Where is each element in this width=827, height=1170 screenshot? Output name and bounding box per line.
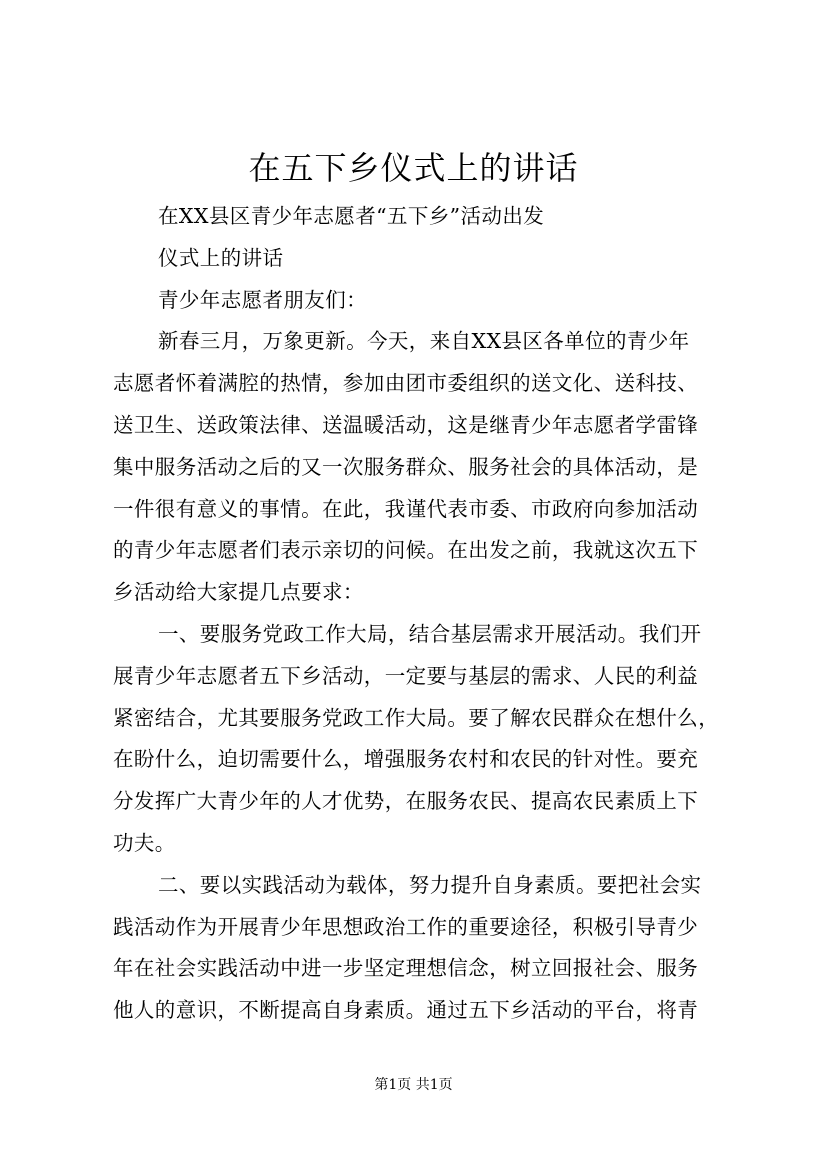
salutation: 青少年志愿者朋友们： — [158, 287, 367, 312]
text-line: 集中服务活动之后的又一次服务群众、服务社会的具体活动，是 — [113, 454, 699, 479]
text-line: 践活动作为开展青少年思想政治工作的重要途径，积极引导青少 — [113, 914, 699, 939]
paragraph-lines — [113, 321, 723, 1032]
subtitle-line: 在XX县区青少年志愿者“五下乡”活动出发 — [158, 204, 545, 228]
document-body — [113, 196, 723, 1032]
text-line: 二、要以实践活动为载体，努力提升自身素质。要把社会实 — [158, 872, 702, 897]
text-line: 一件很有意义的事情。在此，我谨代表市委、市政府向参加活动 — [113, 496, 699, 521]
text-line: 分发挥广大青少年的人才优势，在服务农民、提高农民素质上下 — [113, 789, 699, 814]
text-line: 志愿者怀着满腔的热情，参加由团市委组织的送文化、送科技、 — [113, 371, 699, 396]
text-line: 年在社会实践活动中进一步坚定理想信念，树立回报社会、服务 — [113, 956, 699, 981]
text-line: 他人的意识，不断提高自身素质。通过五下乡活动的平台，将青 — [113, 998, 699, 1023]
text-line: 在盼什么，迫切需要什么，增强服务农村和农民的针对性。要充 — [113, 747, 699, 772]
text-line: 的青少年志愿者们表示亲切的问候。在出发之前，我就这次五下 — [113, 538, 699, 563]
text-line: 乡活动给大家提几点要求： — [113, 580, 364, 605]
page-number-footer: 第1页 共1页 — [374, 1077, 453, 1093]
subtitle-line: 仪式上的讲话 — [158, 245, 284, 270]
text-line: 紧密结合，尤其要服务党政工作大局。要了解农民群众在想什么， — [113, 705, 720, 730]
document-title: 在五下乡仪式上的讲话 — [248, 149, 579, 187]
text-line: 一、要服务党政工作大局，结合基层需求开展活动。我们开 — [158, 621, 702, 646]
text-line: 功夫。 — [113, 830, 176, 855]
text-line: 新春三月，万象更新。今天，来自XX县区各单位的青少年 — [158, 329, 690, 354]
text-line: 展青少年志愿者五下乡活动，一定要与基层的需求、人民的利益 — [113, 663, 699, 688]
text-line: 送卫生、送政策法律、送温暖活动，这是继青少年志愿者学雷锋 — [113, 412, 699, 437]
